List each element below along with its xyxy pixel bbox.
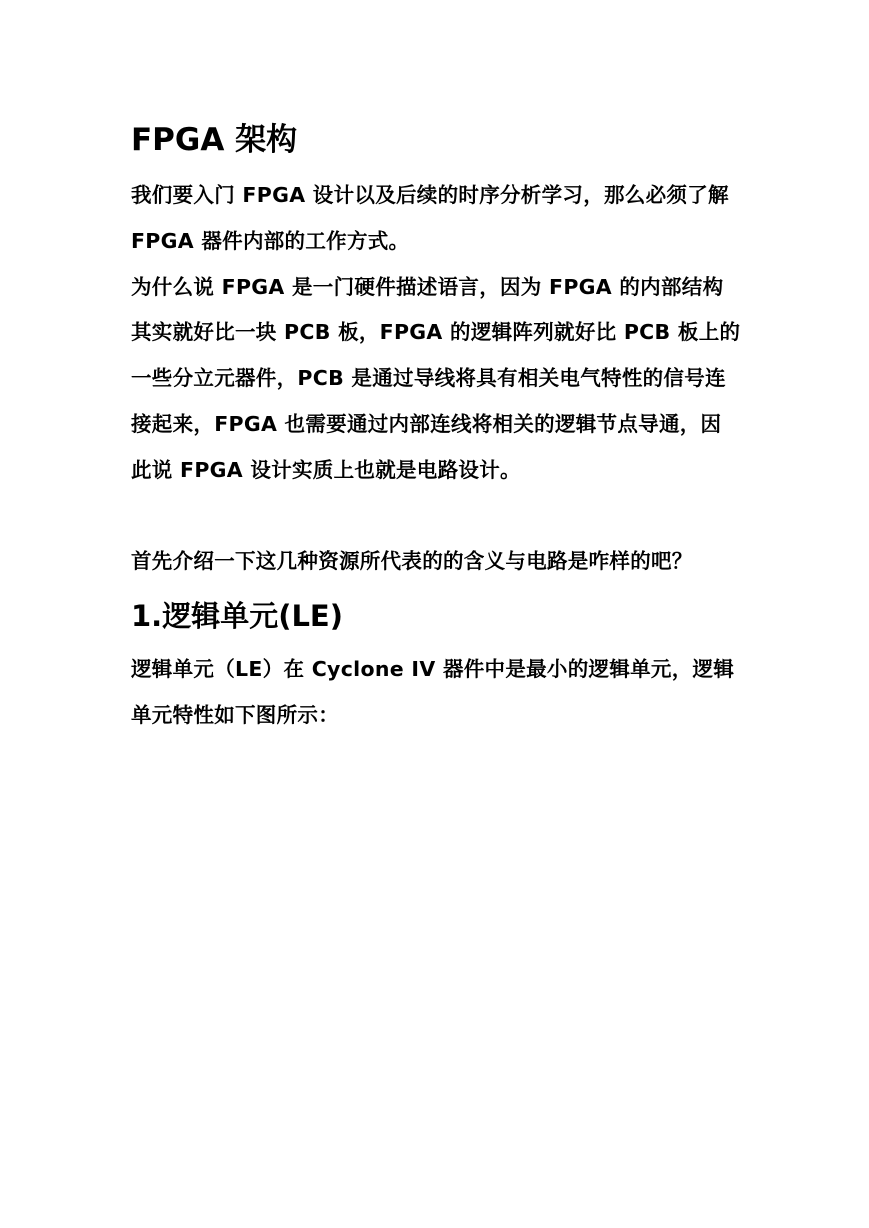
explanation-paragraph: 为什么说 FPGA 是一门硬件描述语言，因为 FPGA 的内部结构其实就好比一块 PCB 板，FPGA 的逻辑阵列就好比 PCB 板上的一些分立元器件，PCB 是通过导线将具有相关电气特性的信号连接起来，FPGA 也需要通过内部连线将相关的逻辑节点导通，因此说 FPGA 设计实质上也就是电路设计。 (131, 274, 741, 482)
logic-element-paragraph: 逻辑单元（LE）在 Cyclone IV 器件中是最小的逻辑单元，逻辑单元特性如下图所示： (131, 657, 735, 727)
paragraph-spacer (131, 494, 741, 540)
intro-paragraph: 我们要入门 FPGA 设计以及后续的时序分析学习，那么必须了解 FPGA 器件内部的工作方式。 (131, 183, 729, 253)
resources-intro-paragraph: 首先介绍一下这几种资源所代表的的含义与电路是咋样的吧？ (131, 549, 693, 574)
section-title-logic-element: 1.逻辑单元(LE) (131, 599, 343, 634)
page-title: FPGA 架构 (131, 122, 298, 158)
document-page (131, 118, 741, 739)
